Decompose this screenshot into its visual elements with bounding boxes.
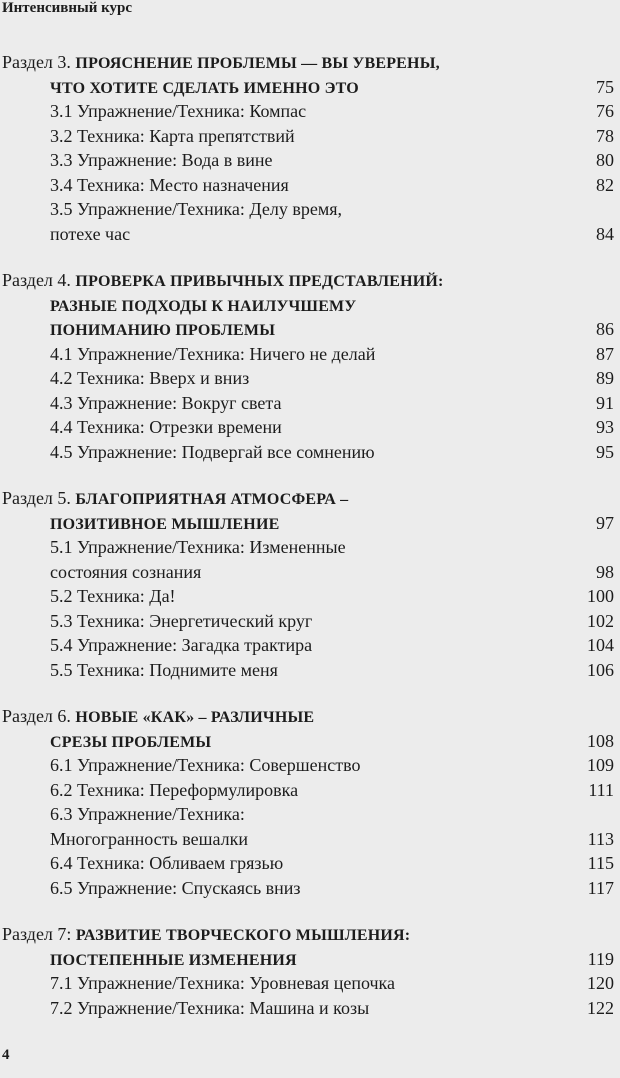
toc-entry[interactable]: [2, 971, 614, 996]
section-page-number: 86: [596, 319, 614, 339]
entry-page-number: 76: [596, 101, 614, 121]
section-title: БЛАГОПРИЯТНАЯ АТМОСФЕРА –: [75, 491, 349, 508]
section-title: РАЗНЫЕ ПОДХОДЫ К НАИЛУЧШЕМУ: [50, 297, 357, 315]
toc-entry[interactable]: [2, 658, 614, 683]
toc-entry[interactable]: [2, 827, 614, 852]
section-prefix: Раздел 6.: [2, 706, 71, 726]
entry-title: 5.4 Упражнение: Загадка трактира: [50, 635, 313, 655]
toc-entry[interactable]: [2, 609, 614, 634]
section-title: СРЕЗЫ ПРОБЛЕМЫ: [50, 733, 212, 751]
section-heading-line: [2, 704, 614, 729]
section-title: ПОЗИТИВНОЕ МЫШЛЕНИЕ: [50, 515, 280, 533]
toc-entry[interactable]: [2, 342, 614, 367]
entry-title: 6.1 Упражнение/Техника: Совершенство: [50, 755, 361, 775]
toc-entry[interactable]: [2, 124, 614, 149]
toc-entry[interactable]: [2, 197, 614, 222]
entry-page-number: 111: [588, 779, 614, 800]
entry-title: 7.1 Упражнение/Техника: Уровневая цепочка: [50, 973, 396, 993]
section-page-number: 108: [587, 730, 614, 751]
section-heading-line: [2, 511, 614, 536]
entry-page-number: 87: [596, 343, 614, 364]
entry-page-number: 109: [587, 755, 614, 775]
entry-page-number: 120: [587, 973, 614, 993]
section-prefix: Раздел 3.: [2, 52, 71, 72]
entry-title: 6.3 Упражнение/Техника:: [50, 804, 245, 824]
section-title: ПРОЯСНЕНИЕ ПРОБЛЕМЫ — ВЫ УВЕРЕНЫ,: [75, 55, 440, 72]
section-heading-line: [2, 947, 614, 972]
page-number: 4: [2, 1047, 10, 1063]
section-heading-line: [2, 729, 614, 754]
toc-entry[interactable]: [2, 366, 614, 391]
section-title: РАЗВИТИЕ ТВОРЧЕСКОГО МЫШЛЕНИЯ:: [75, 927, 411, 944]
entry-page-number: 106: [587, 659, 614, 680]
entry-page-number: 104: [587, 635, 614, 655]
entry-title: 6.5 Упражнение: Спускаясь вниз: [50, 877, 301, 898]
toc-entry[interactable]: [2, 633, 614, 658]
toc-entry[interactable]: [2, 415, 614, 440]
toc-entry[interactable]: [2, 996, 614, 1021]
toc-section: [2, 704, 614, 900]
entry-page-number: 82: [596, 174, 614, 195]
entry-page-number: 100: [587, 586, 614, 606]
toc-entry[interactable]: [2, 440, 614, 465]
entry-title: 4.5 Упражнение: Подвергай все сомнению: [50, 441, 375, 462]
entry-title: 3.1 Упражнение/Техника: Компас: [50, 101, 307, 121]
section-title: ПРОВЕРКА ПРИВЫЧНЫХ ПРЕДСТАВЛЕНИЙ:: [75, 273, 444, 290]
section-title: ПОНИМАНИЮ ПРОБЛЕМЫ: [50, 322, 276, 339]
section-heading-line: [2, 317, 614, 342]
toc-entry[interactable]: [2, 584, 614, 609]
entry-page-number: 102: [587, 610, 614, 631]
section-prefix: Раздел 7:: [2, 924, 72, 944]
entry-title: 7.2 Упражнение/Техника: Машина и козы: [50, 997, 370, 1018]
entry-title: 3.5 Упражнение/Техника: Делу время,: [50, 199, 343, 219]
entry-title: 3.3 Упражнение: Вода в вине: [50, 150, 273, 170]
entry-title: 4.2 Техника: Вверх и вниз: [50, 368, 250, 388]
entry-title: 4.3 Упражнение: Вокруг света: [50, 392, 282, 413]
section-title: ЧТО ХОТИТЕ СДЕЛАТЬ ИМЕННО ЭТО: [50, 79, 359, 97]
entry-page-number: 91: [596, 392, 614, 413]
entry-page-number: 93: [596, 417, 614, 437]
toc-section: [2, 486, 614, 682]
toc-entry[interactable]: [2, 851, 614, 876]
entry-title: 5.2 Техника: Да!: [50, 586, 176, 606]
toc-entry[interactable]: [2, 778, 614, 803]
section-page-number: 97: [596, 512, 614, 533]
toc-section: [2, 50, 614, 246]
entry-title: 3.2 Техника: Карта препятствий: [50, 125, 295, 146]
entry-page-number: 78: [596, 125, 614, 146]
section-title: НОВЫЕ «КАК» – РАЗЛИЧНЫЕ: [75, 709, 315, 726]
toc-entry[interactable]: [2, 148, 614, 173]
entry-page-number: 89: [596, 368, 614, 388]
toc-entry[interactable]: [2, 802, 614, 827]
toc-entry[interactable]: [2, 753, 614, 778]
section-heading-line: [2, 268, 614, 293]
toc-entry[interactable]: [2, 560, 614, 585]
entry-title: 5.3 Техника: Энергетический круг: [50, 610, 313, 631]
toc-entry[interactable]: [2, 99, 614, 124]
entry-title: 6.4 Техника: Обливаем грязью: [50, 853, 284, 873]
toc-entry[interactable]: [2, 173, 614, 198]
section-prefix: Раздел 5.: [2, 488, 71, 508]
entry-title: 6.2 Техника: Переформулировка: [50, 779, 299, 800]
entry-page-number: 95: [596, 441, 614, 462]
toc-section: [2, 268, 614, 464]
entry-title: 4.1 Упражнение/Техника: Ничего не делай: [50, 343, 376, 364]
section-heading-line: [2, 486, 614, 511]
section-heading-line: [2, 50, 614, 75]
entry-title: 3.4 Техника: Место назначения: [50, 174, 289, 195]
entry-title: 5.1 Упражнение/Техника: Измененные: [50, 537, 346, 557]
section-prefix: Раздел 4.: [2, 270, 71, 290]
entry-title: Многогранность вешалки: [50, 828, 248, 849]
section-page-number: 75: [596, 76, 614, 97]
toc-entry[interactable]: [2, 535, 614, 560]
section-heading-line: [2, 922, 614, 947]
entry-title: состояния сознания: [50, 561, 202, 582]
toc-entry[interactable]: [2, 391, 614, 416]
toc-section: [2, 922, 614, 1020]
entry-page-number: 115: [587, 853, 614, 873]
entry-page-number: 98: [596, 561, 614, 582]
section-title: ПОСТЕПЕННЫЕ ИЗМЕНЕНИЯ: [50, 951, 297, 969]
entry-page-number: 80: [596, 150, 614, 170]
section-heading-line: [2, 75, 614, 100]
entry-title: 4.4 Техника: Отрезки времени: [50, 417, 282, 437]
entry-page-number: 122: [587, 997, 614, 1018]
entry-page-number: 84: [596, 223, 614, 244]
section-heading-line: [2, 293, 614, 318]
section-page-number: 119: [587, 948, 614, 969]
running-head: Интенсивный курс: [2, 0, 133, 16]
entry-title: 5.5 Техника: Поднимите меня: [50, 659, 278, 680]
entry-page-number: 113: [587, 828, 614, 849]
table-of-contents: [2, 50, 614, 1042]
toc-entry[interactable]: [2, 222, 614, 247]
entry-page-number: 117: [587, 877, 614, 898]
entry-title: потехе час: [50, 223, 131, 244]
toc-entry[interactable]: [2, 876, 614, 901]
